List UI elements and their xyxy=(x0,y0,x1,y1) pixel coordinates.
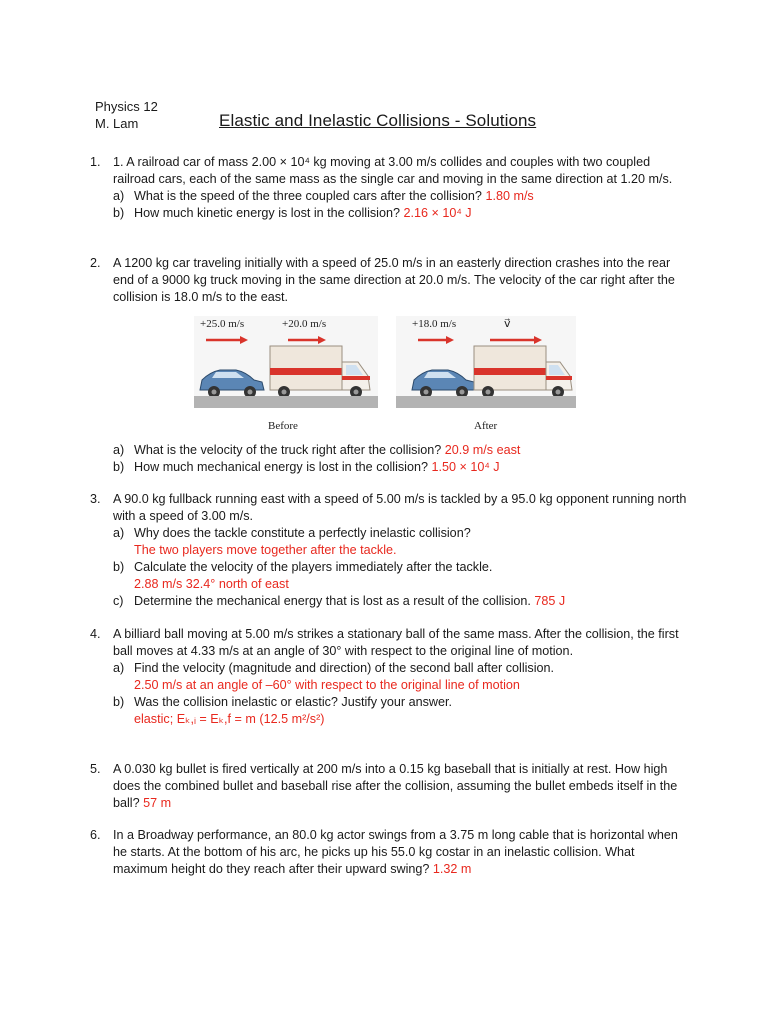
part-letter: a) xyxy=(113,443,125,457)
answer: 2.16 × 10⁴ J xyxy=(403,206,472,220)
answer: The two players move together after the tackle. xyxy=(134,543,397,557)
part-text: What is the speed of the three coupled cars after the collision? xyxy=(134,189,482,203)
question-part xyxy=(113,525,690,559)
answer: 57 m xyxy=(143,796,172,810)
page-title: Elastic and Inelastic Collisions - Solutions xyxy=(219,111,537,130)
question-1 xyxy=(90,154,690,222)
question-part xyxy=(113,593,690,610)
answer: 2.88 m/s 32.4° north of east xyxy=(134,577,289,591)
answer: 1.50 × 10⁴ J xyxy=(431,460,500,474)
question-part xyxy=(113,188,690,205)
question-text: A 90.0 kg fullback running east with a speed of 5.00 m/s is tackled by a 95.0 kg opponent running north with a speed of 3.00 m/s. xyxy=(113,492,687,523)
question-number: 1. xyxy=(90,155,101,169)
question-text: In a Broadway performance, an 80.0 kg actor swings from a 3.75 m long cable that is horizontal when he starts. At the bottom of his arc, he picks up his 55.0 kg costar in an inelastic collision. What maximum height do they reach after their upward swing? xyxy=(113,828,678,876)
question-text: A 0.030 kg bullet is fired vertically at 200 m/s into a 0.15 kg baseball that is initially at rest. How high does the combined bullet and baseball rise after the collision, assuming the bullet embeds itself in the ball? xyxy=(113,762,678,810)
part-letter: b) xyxy=(113,695,125,709)
course-name: Physics 12 xyxy=(95,99,158,114)
question-part xyxy=(113,559,690,593)
question-number: 3. xyxy=(90,492,101,506)
before-panel xyxy=(194,316,378,432)
part-letter: b) xyxy=(113,206,125,220)
answer: 2.50 m/s at an angle of –60° with respect to the original line of motion xyxy=(134,678,520,692)
question-body xyxy=(113,761,690,812)
question-part xyxy=(113,459,690,476)
collision-figure xyxy=(192,310,576,438)
question-3 xyxy=(90,491,690,610)
question-4 xyxy=(90,626,690,728)
teacher-name: M. Lam xyxy=(95,116,139,131)
after-label: After xyxy=(474,420,498,432)
question-part xyxy=(113,205,690,222)
after-panel xyxy=(396,316,576,432)
part-text: Find the velocity (magnitude and direction) of the second ball after collision. xyxy=(134,661,555,675)
answer: 20.9 m/s east xyxy=(444,443,521,457)
car-speed-before: +25.0 m/s xyxy=(200,318,245,330)
question-number: 4. xyxy=(90,627,101,641)
truck-velocity-symbol: v⃗ xyxy=(504,318,511,330)
answer: 1.80 m/s xyxy=(485,189,534,203)
car-speed-after: +18.0 m/s xyxy=(412,318,457,330)
truck-speed-before: +20.0 m/s xyxy=(282,318,327,330)
part-text: Calculate the velocity of the players immediately after the tackle. xyxy=(134,560,493,574)
part-text: How much kinetic energy is lost in the collision? xyxy=(134,206,400,220)
question-body xyxy=(113,827,690,878)
question-text: 1. A railroad car of mass 2.00 × 10⁴ kg moving at 3.00 m/s collides and couples with two coupled railroad cars, each of the same mass as the single car and moving in the same direction at 1.20 m/s. xyxy=(113,155,673,186)
part-text: Why does the tackle constitute a perfectly inelastic collision? xyxy=(134,526,471,540)
question-number: 2. xyxy=(90,256,101,270)
collision-diagram xyxy=(192,310,576,438)
part-text: Was the collision inelastic or elastic? Justify your answer. xyxy=(134,695,453,709)
question-2 xyxy=(90,255,690,306)
part-letter: c) xyxy=(113,594,124,608)
question-part xyxy=(113,660,690,694)
part-letter: a) xyxy=(113,189,125,203)
question-text: A 1200 kg car traveling initially with a speed of 25.0 m/s in an easterly direction crashes into the rear end of a 9000 kg truck moving in the same direction at 20.0 m/s. The velocity of the car right after the collision is 18.0 m/s to the east. xyxy=(113,256,675,304)
course-header xyxy=(95,98,158,132)
part-letter: a) xyxy=(113,661,125,675)
answer: elastic; Eₖ,ᵢ = Eₖ,f = m (12.5 m²/s²) xyxy=(134,712,325,726)
question-number: 6. xyxy=(90,828,101,842)
question-number: 5. xyxy=(90,762,101,776)
road xyxy=(194,396,378,408)
part-text: Determine the mechanical energy that is lost as a result of the collision. xyxy=(134,594,531,608)
question-text: A billiard ball moving at 5.00 m/s strikes a stationary ball of the same mass. After the collision, the first ball moves at 4.33 m/s at an angle of 30° with respect to the original line of motion. xyxy=(113,627,679,658)
question-part xyxy=(113,694,690,728)
part-letter: b) xyxy=(113,560,125,574)
part-text: What is the velocity of the truck right after the collision? xyxy=(134,443,442,457)
road xyxy=(396,396,576,408)
question-6 xyxy=(90,827,690,878)
question-part xyxy=(113,442,690,459)
question-5 xyxy=(90,761,690,812)
answer: 1.32 m xyxy=(432,862,472,876)
part-text: How much mechanical energy is lost in the collision? xyxy=(134,460,428,474)
part-letter: b) xyxy=(113,460,125,474)
before-label: Before xyxy=(268,420,298,432)
part-letter: a) xyxy=(113,526,125,540)
answer: 785 J xyxy=(534,594,566,608)
question-2-parts xyxy=(90,442,690,476)
